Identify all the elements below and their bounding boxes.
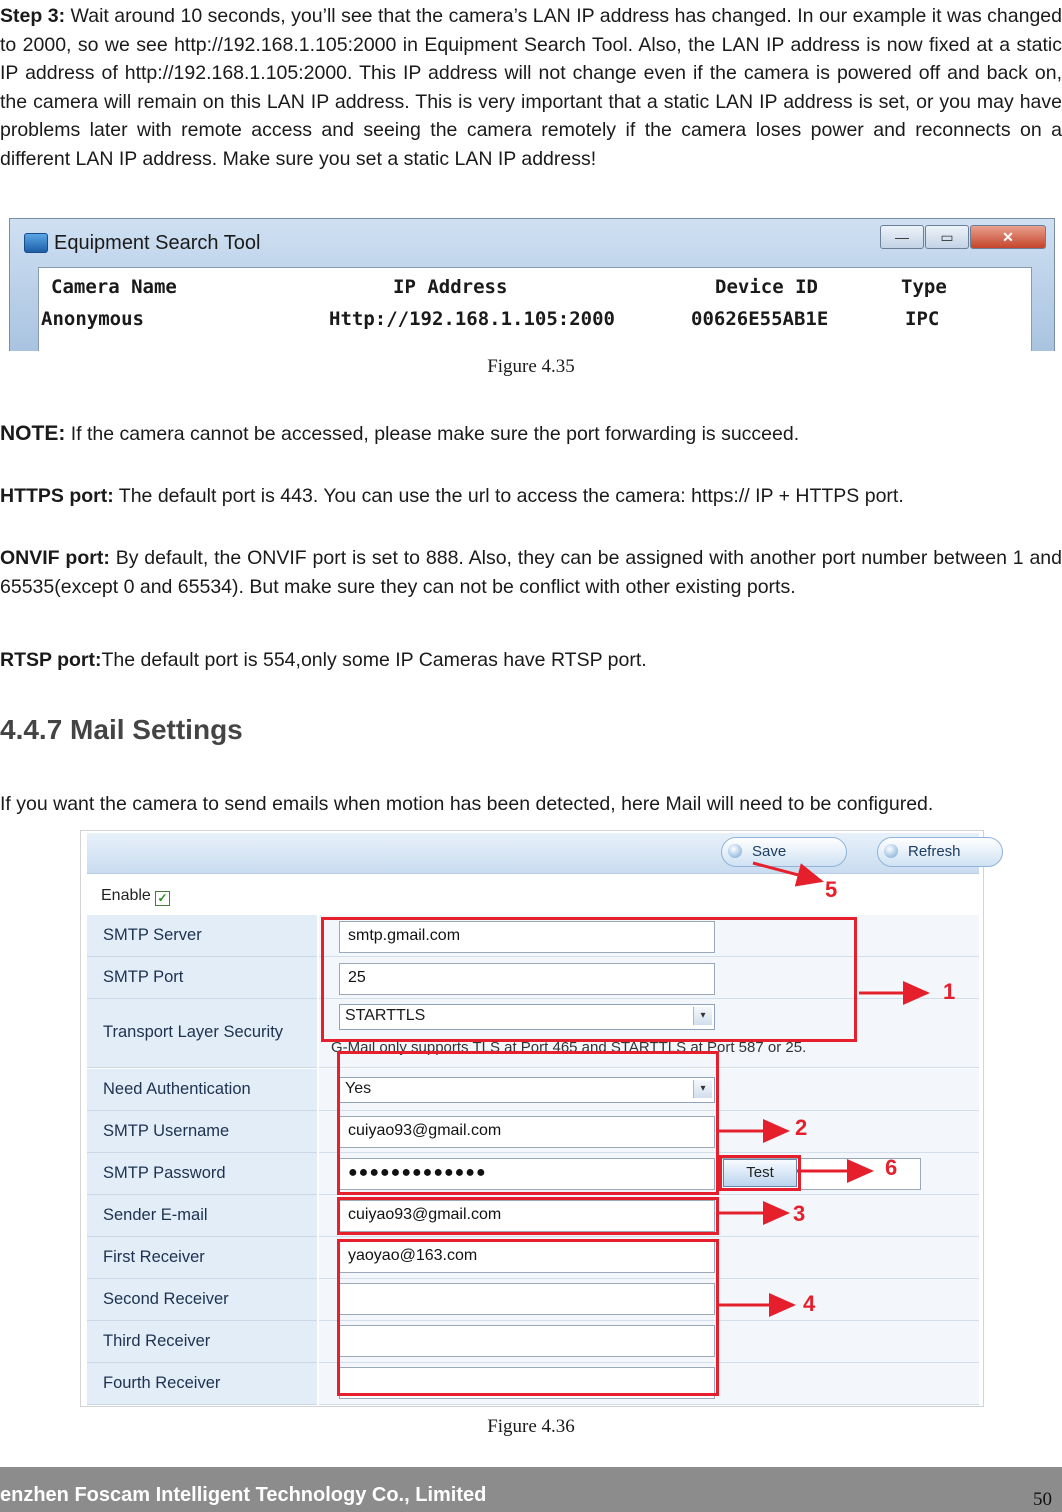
cell-ip-address[interactable]: Http://192.168.1.105:2000 [329, 308, 615, 330]
step3-paragraph [0, 2, 1062, 173]
rtsp-text: The default port is 554,only some IP Cameras have RTSP port. [101, 649, 647, 671]
column-header-device-id[interactable]: Device ID [715, 276, 818, 298]
column-header-ip-address[interactable]: IP Address [393, 276, 508, 298]
note-label: NOTE: [0, 422, 66, 445]
rtsp-paragraph [0, 646, 1062, 675]
maximize-icon[interactable]: ▭ [925, 225, 969, 249]
section-title: 4.4.7 Mail Settings [0, 714, 243, 745]
third-receiver-label: Third Receiver [103, 1332, 211, 1350]
intro-paragraph: If you want the camera to send emails when motion has been detected, here Mail will need to be configured. [0, 793, 934, 815]
minimize-icon[interactable]: — [880, 225, 924, 249]
figure-4-36-caption: Figure 4.36 [487, 1416, 575, 1437]
smtp-server-label: SMTP Server [103, 926, 202, 944]
step3-text: Wait around 10 seconds, you’ll see that the camera’s LAN IP address has changed. In our example it was changed to 2000, so we see http://192.168.1.105:2000 in Equipment Search Tool. Also, the LAN IP address is now fixed at a static IP address of http://192.168.1.105:2000. This IP address will not change even if the camera is powered off and back on, the camera will remain on this LAN IP address. This is very important that a static LAN IP address is set, or you may have problems later with remote access and seeing the camera remotely if the camera loses power and reconnects on a different LAN IP address. Make sure you set a static LAN IP address! [0, 5, 1062, 170]
annotation-6: 6 [885, 1155, 898, 1180]
annotation-arrows [81, 831, 983, 1406]
cell-device-id[interactable]: 00626E55AB1E [691, 308, 829, 330]
mail-settings-form [80, 830, 984, 1407]
annotation-5: 5 [825, 877, 838, 902]
https-paragraph [0, 482, 1062, 511]
https-text: The default port is 443. You can use the url to access the camera: https:// IP + HTTPS port. [113, 485, 904, 507]
device-table [38, 267, 1032, 351]
page-footer [0, 1467, 1062, 1512]
cell-camera-name[interactable]: Anonymous [41, 308, 144, 330]
tls-note: G-Mail only supports TLS at Port 465 and STARTTLS at Port 587 or 25. [331, 1039, 807, 1056]
annotation-4: 4 [803, 1291, 816, 1316]
column-header-type[interactable]: Type [901, 276, 947, 298]
first-receiver-label: First Receiver [103, 1248, 205, 1266]
chevron-down-icon: ▾ [693, 1007, 712, 1025]
smtp-username-label: SMTP Username [103, 1122, 230, 1140]
tls-label: Transport Layer Security [103, 1023, 284, 1041]
https-label: HTTPS port: [0, 485, 114, 507]
fourth-receiver-label: Fourth Receiver [103, 1374, 221, 1392]
chevron-down-icon: ▾ [693, 1080, 712, 1098]
smtp-port-label: SMTP Port [103, 968, 184, 986]
rtsp-label: RTSP port: [0, 649, 102, 671]
enable-checkbox[interactable]: ✓ [155, 891, 170, 906]
smtp-port-value: 25 [348, 969, 366, 986]
window-title: Equipment Search Tool [54, 232, 261, 254]
onvif-text: By default, the ONVIF port is set to 888. Also, they can be assigned with another port number between 1 and 65535(except 0 and 65534). But make sure they can not be conflict with other existing ports. [0, 547, 1062, 598]
equipment-search-tool-window [9, 218, 1055, 351]
app-icon [24, 233, 48, 253]
column-header-camera-name[interactable]: Camera Name [51, 276, 177, 298]
sender-email-value: cuiyao93@gmail.com [348, 1206, 502, 1223]
footer-company: enzhen Foscam Intelligent Technology Co., Limited [0, 1484, 487, 1506]
tls-value: STARTTLS [345, 1007, 426, 1024]
smtp-server-value: smtp.gmail.com [348, 927, 461, 944]
step3-label: Step 3: [0, 5, 66, 27]
need-auth-value: Yes [345, 1080, 372, 1097]
page-number: 50 [1033, 1489, 1052, 1510]
note-paragraph [0, 420, 1062, 449]
note-text: If the camera cannot be accessed, please make sure the port forwarding is succeed. [65, 423, 800, 445]
sender-email-label: Sender E-mail [103, 1206, 208, 1224]
annotation-3: 3 [793, 1201, 806, 1226]
refresh-button-label: Refresh [908, 843, 961, 860]
save-button-label: Save [752, 843, 787, 860]
smtp-username-value: cuiyao93@gmail.com [348, 1122, 502, 1139]
arrow-5 [753, 863, 821, 881]
annotation-1: 1 [943, 979, 956, 1004]
figure-4-35-caption: Figure 4.35 [487, 356, 575, 377]
close-icon[interactable]: ✕ [970, 225, 1046, 249]
first-receiver-value: yaoyao@163.com [348, 1247, 478, 1264]
onvif-paragraph [0, 544, 1062, 601]
smtp-password-value: ●●●●●●●●●●●●● [348, 1164, 487, 1181]
enable-label: Enable [101, 887, 151, 904]
cell-type[interactable]: IPC [905, 308, 940, 330]
onvif-label: ONVIF port: [0, 547, 110, 569]
test-button[interactable]: Test [723, 1159, 797, 1187]
annotation-2: 2 [795, 1115, 808, 1140]
smtp-password-label: SMTP Password [103, 1164, 226, 1182]
second-receiver-label: Second Receiver [103, 1290, 229, 1308]
need-auth-label: Need Authentication [103, 1080, 251, 1098]
